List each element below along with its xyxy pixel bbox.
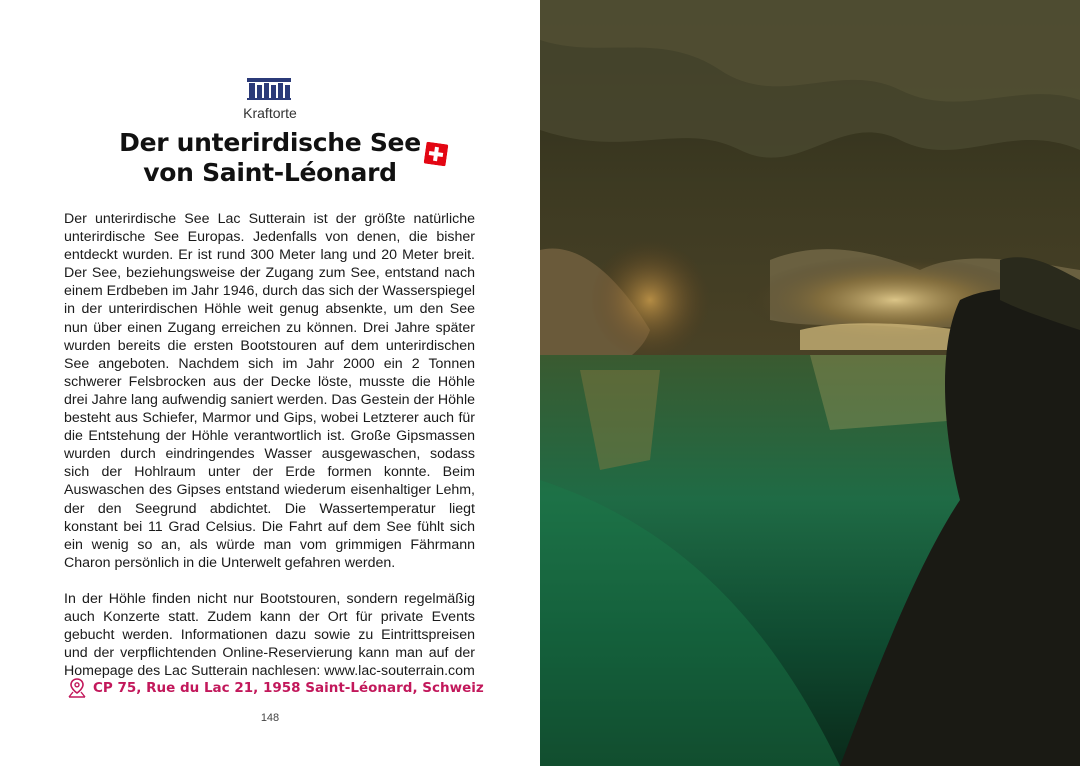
title-line-1: Der unterirdische See [119,128,421,157]
address-text: CP 75, Rue du Lac 21, 1958 Saint-Léonard, Schweiz [93,680,484,696]
article-body [64,210,475,698]
stonehenge-icon [247,76,291,100]
underground-lake-cave-photo [540,0,1080,766]
page-number: 148 [260,712,280,724]
address-row [66,676,486,700]
map-pin-icon [66,677,88,699]
paragraph-2: In der Höhle finden nicht nur Bootstouren, sondern regelmäßig auch Konzerte statt. Zudem kann der Ort für private Events gebucht werden. Informationen dazu sowie zu Eintrittspreisen und der verpflichtenden Online-Reservierung kann man auf der Homepage des Lac Sutterain nachlesen: www.lac-souterrain.com [64,590,475,680]
paragraph-1: Der unterirdische See Lac Sutterain ist der größte natürliche unterirdische See Europas. Jedenfalls von denen, die bisher entdeckt wurden. Er ist rund 300 Meter lang und 20 Meter breit. Der See, beziehungsweise der Zugang zum See, entstand nach einem Erdbeben im Jahr 1946, durch das sich der Wasserspiegel in der unterirdischen Höhle weit genug absenkte, um den See nun über einen Zugang erreichen zu können. Drei Jahre später wurden bereits die ersten Bootstouren auf dem unterirdischen See angeboten. Nachdem sich im Jahr 2000 ein 2 Tonnen schwerer Felsbrocken aus der Decke löste, musste die Höhle drei Jahre lang aufwendig saniert werden. Das Gestein der Höhle besteht aus Schiefer, Marmor und Gips, wobei Letzterer auch für die Entstehung der Höhle verantwortlich ist. Große Gipsmassen wurden durch eindringendes Wasser ausgewaschen, sodass sich der Hohlraum unter der Erde formen konnte. Beim Auswaschen des Gipses entstand wiederum eisenhaltiger Lehm, der den Seegrund abdichtet. Die Wassertemperatur liegt konstant bei 11 Grad Celsius. Die Fahrt auf dem See fühlt sich ein wenig so an, als würde man vom grimmigen Fährmann Charon persönlich in die Unterwelt gefahren werden. [64,211,475,571]
cave-photo-illustration [540,0,1080,766]
category-label: Kraftorte [243,105,297,121]
swiss-flag-icon [424,142,449,167]
page-title [60,128,480,188]
title-line-2: von Saint-Léonard [143,158,397,187]
